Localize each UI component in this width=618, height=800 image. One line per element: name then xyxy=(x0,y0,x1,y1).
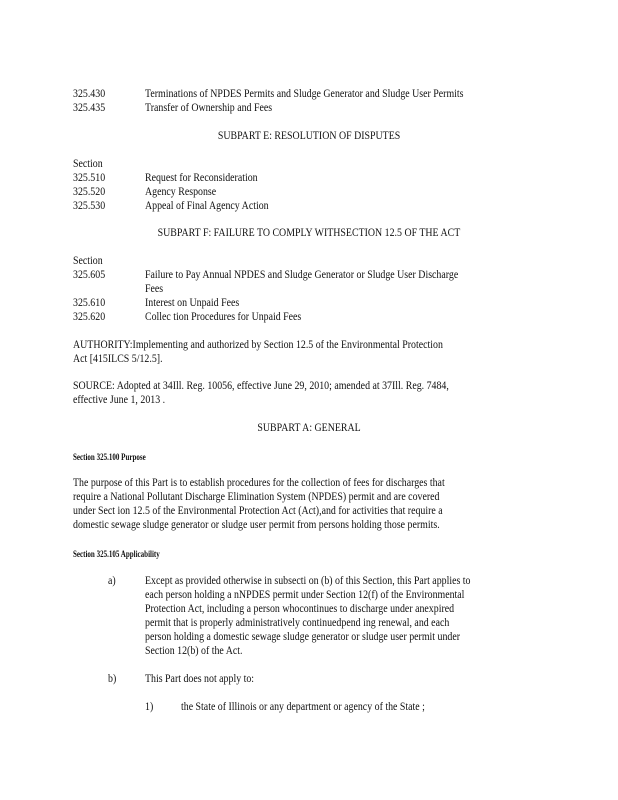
paragraph-line: each person holding a nNPDES permit under Section 12(f) of the Environmental xyxy=(145,589,465,601)
toc-number: 325.435 xyxy=(73,102,106,114)
toc-title: Terminations of NPDES Permits and Sludge Generator and Sludge User Permits xyxy=(145,88,464,100)
authority-text: Act [415ILCS 5/12.5]. xyxy=(73,353,163,365)
toc-title: Collec tion Procedures for Unpaid Fees xyxy=(145,311,302,323)
subsection-a-label: a) xyxy=(108,575,116,587)
source-text: effective June 1, 2013 . xyxy=(73,394,166,406)
subsection-b-label: b) xyxy=(108,673,117,685)
toc-title: Failure to Pay Annual NPDES and Sludge Generator or Sludge User Discharge xyxy=(145,269,459,281)
source-text: SOURCE: Adopted at 34Ill. Reg. 10056, effective June 29, 2010; amended at 37Ill. Reg. 7484, xyxy=(73,380,449,392)
section-label: Section xyxy=(73,158,103,170)
paragraph-line: This Part does not apply to: xyxy=(145,673,255,685)
paragraph-line: Except as provided otherwise in subsecti on (b) of this Section, this Part applies to xyxy=(145,575,471,587)
authority-text: AUTHORITY:Implementing and authorized by Section 12.5 of the Environmental Protection xyxy=(73,339,443,351)
toc-title: Appeal of Final Agency Action xyxy=(145,200,269,212)
paragraph-line: Protection Act, including a person whocontinues to discharge under anexpired xyxy=(145,603,455,615)
toc-title: Request for Reconsideration xyxy=(145,172,258,184)
paragraph-line: the State of Illinois or any department or agency of the State ; xyxy=(181,701,425,713)
toc-title: Transfer of Ownership and Fees xyxy=(145,102,273,114)
toc-number: 325.605 xyxy=(73,269,106,281)
section-105-heading: Section 325.105 Applicability xyxy=(73,549,160,559)
subpart-a-heading: SUBPART A: GENERAL xyxy=(257,422,361,434)
paragraph-line: The purpose of this Part is to establish procedures for the collection of fees for discharges that xyxy=(73,477,445,489)
paragraph-line: Section 12(b) of the Act. xyxy=(145,645,243,657)
toc-number: 325.530 xyxy=(73,200,106,212)
paragraph-line: person holding a domestic sewage sludge generator or sludge user permit under xyxy=(145,631,461,643)
paragraph-line: under Sect ion 12.5 of the Environmental Protection Act (Act),and for activities that require a xyxy=(73,505,443,517)
paragraph-line: domestic sewage sludge generator or sludge user permit from persons holding those permits. xyxy=(73,519,440,531)
item-1-label: 1) xyxy=(145,701,154,713)
toc-number: 325.610 xyxy=(73,297,106,309)
toc-number: 325.620 xyxy=(73,311,106,323)
toc-title: Agency Response xyxy=(145,186,217,198)
toc-number: 325.510 xyxy=(73,172,106,184)
toc-number: 325.430 xyxy=(73,88,106,100)
toc-title-continued: Fees xyxy=(145,283,164,295)
toc-number: 325.520 xyxy=(73,186,106,198)
section-label: Section xyxy=(73,255,103,267)
subpart-e-heading: SUBPART E: RESOLUTION OF DISPUTES xyxy=(217,130,401,142)
paragraph-line: permit that is properly administratively continuedpend ing renewal, and each xyxy=(145,617,450,629)
toc-title: Interest on Unpaid Fees xyxy=(145,297,240,309)
paragraph-line: require a National Pollutant Discharge Elimination System (NPDES) permit and are covered xyxy=(73,491,440,503)
subpart-f-heading: SUBPART F: FAILURE TO COMPLY WITHSECTION 12.5 OF THE ACT xyxy=(157,227,461,239)
section-100-heading: Section 325.100 Purpose xyxy=(73,452,146,462)
